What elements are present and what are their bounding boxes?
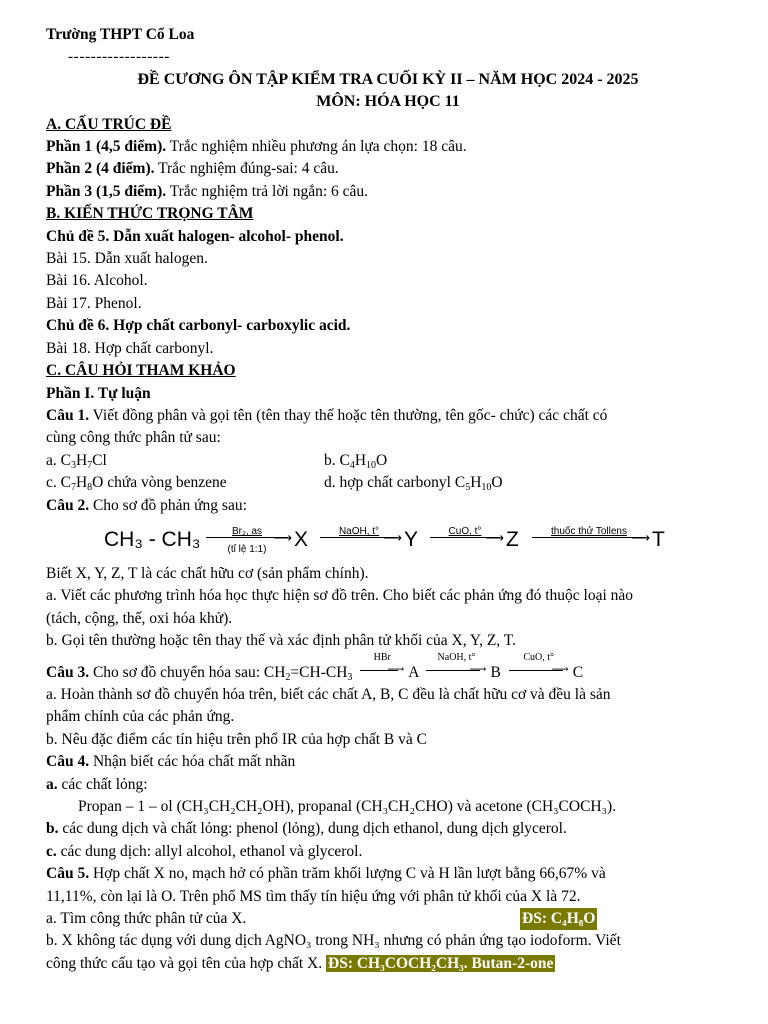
scheme-z: Z	[506, 527, 519, 551]
scheme-start: CH₃ - CH₃	[104, 527, 201, 551]
q4-part-b: b. các dung dịch và chất lỏng: phenol (lỏng), dung dịch ethanol, dung dịch glycerol.	[46, 820, 567, 838]
part-2-text: Trắc nghiệm đúng-sai: 4 câu.	[154, 160, 339, 178]
q3-c: C	[572, 663, 584, 681]
part-2	[46, 158, 730, 180]
q5-part-a-text: a. Tìm công thức phân tử của X.	[46, 910, 247, 928]
q1-option-b: b. $C_4H_{10}O$	[324, 451, 388, 471]
section-a-heading: A. CẤU TRÚC ĐỀ	[46, 115, 172, 133]
part-2-label: Phần 2 (4 điểm).	[46, 160, 155, 178]
q2-note: Biết X, Y, Z, T là các chất hữu cơ (sản phẩm chính).	[46, 564, 369, 582]
doc-title: ĐỀ CƯƠNG ÔN TẬP KIỂM TRA CUỐI KỲ II – NĂM HỌC 2024 - 2025	[137, 70, 639, 88]
q5-line2: 11,11%, còn lại là O. Trên phổ MS tìm thấy tín hiệu ứng với phân tử khối của X là 72.	[46, 887, 581, 905]
q3-part-a-1: a. Hoàn thành sơ đồ chuyển hóa trên, biết các chất A, B, C đều là chất hữu cơ và đều là sản	[46, 685, 611, 703]
arrow-3-top: CuO, t°	[448, 525, 482, 537]
scheme-x: X	[294, 527, 309, 551]
q2-part-a-1: a. Viết các phương trình hóa học thực hiện sơ đồ trên. Cho biết các phản ứng đó thuộc loại nào	[46, 587, 634, 605]
q3-b: B	[490, 663, 501, 681]
document-page	[46, 24, 730, 975]
q1-options-row1	[46, 450, 730, 472]
q4-line	[46, 751, 730, 773]
q1-line1	[46, 405, 730, 427]
topic-6: Chủ đề 6. Hợp chất carbonyl- carboxylic acid.	[46, 317, 351, 335]
q3-part-a-2: phẩm chính của các phản ứng.	[46, 708, 235, 726]
scheme-arrow-2: NaOH, t° ⟶	[320, 523, 398, 551]
lesson-15: Bài 15. Dẫn xuất halogen.	[46, 250, 208, 268]
q1-option-a: a. $C_3H_7Cl$	[46, 451, 107, 471]
q5-text1: Hợp chất X no, mạch hở có phần trăm khối lượng C và H lần lượt bằng 66,67% và	[89, 865, 606, 883]
q2-reaction-scheme	[46, 519, 730, 559]
q1-option-d: d. hợp chất carbonyl $C_5H_{10}O$	[324, 474, 503, 494]
q3-label: Câu 3.	[46, 663, 90, 681]
q5-line1	[46, 863, 730, 885]
scheme-y: Y	[404, 527, 419, 551]
q5-answer-b: ĐS: CH₃COCH₂CH₃. Butan-2-one	[328, 954, 554, 972]
arrow-4-top: thuốc thử Tollens	[550, 525, 627, 537]
q3-part-b: b. Nêu đặc điểm các tín hiệu trên phổ IR của hợp chất B và C	[46, 730, 427, 748]
q2-label: Câu 2.	[46, 496, 90, 514]
q3-arrow-3: CuO, t° ⟶	[509, 661, 569, 679]
scheme-arrow-4: thuốc thử Tollens ⟶	[532, 523, 646, 551]
part-3	[46, 181, 730, 203]
q1-option-c: c. $C_7H_8O$ chứa vòng benzene	[46, 474, 227, 494]
q4-part-c: c. các dung dịch: allyl alcohol, ethanol và glycerol.	[46, 842, 363, 860]
q4-label: Câu 4.	[46, 753, 90, 771]
arrow-1-top: Br₂, as	[232, 525, 262, 537]
part-3-text: Trắc nghiệm trả lời ngắn: 6 câu.	[166, 182, 369, 200]
q2-text: Cho sơ đồ phản ứng sau:	[89, 496, 247, 514]
part-3-label: Phần 3 (1,5 điểm).	[46, 182, 167, 200]
q3-a: A	[408, 663, 419, 681]
part-1-text: Trắc nghiệm nhiều phương án lựa chọn: 18 câu.	[166, 138, 467, 156]
scheme-arrow-1: Br₂, as ⟶ (tỉ lệ 1:1)	[206, 523, 288, 551]
scheme-t: T	[652, 527, 665, 551]
q5-part-b-2: công thức cấu tạo và gọi tên của hợp chất X. ĐS: CH₃COCH₂CH₃. Butan-2-one	[46, 954, 554, 972]
q2-part-b: b. Gọi tên thường hoặc tên thay thế và xác định phân tử khối của X, Y, Z, T.	[46, 632, 516, 650]
part-i-heading: Phần I. Tự luận	[46, 384, 151, 402]
topic-5: Chủ đề 5. Dẫn xuất halogen- alcohol- phenol.	[46, 227, 344, 245]
lesson-17: Bài 17. Phenol.	[46, 294, 142, 312]
part-1-label: Phần 1 (4,5 điểm).	[46, 138, 167, 156]
arrow-1-bottom: (tỉ lệ 1:1)	[227, 543, 267, 555]
q4-part-a-detail: Propan – 1 – ol (CH₃CH₂CH₂OH), propanal (CH₃CH₂CHO) và acetone (CH₃COCH₃).	[78, 798, 617, 815]
q1-text1: Viết đồng phân và gọi tên (tên thay thế hoặc tên thường, tên gốc- chức) các chất có	[89, 406, 608, 424]
subject-title: MÔN: HÓA HỌC 11	[316, 93, 460, 111]
arrow-2-top: NaOH, t°	[338, 525, 380, 537]
q1-options-row2	[46, 472, 730, 494]
q2-line	[46, 495, 730, 517]
q5-label: Câu 5.	[46, 865, 90, 883]
q4-text: Nhận biết các hóa chất mất nhãn	[89, 753, 296, 771]
school-name: Trường THPT Cổ Loa	[46, 26, 195, 43]
section-b-heading: B. KIẾN THỨC TRỌNG TÂM	[46, 205, 254, 223]
scheme-arrow-3: CuO, t° ⟶	[430, 523, 500, 551]
part-1	[46, 136, 730, 158]
divider: ------------------	[68, 48, 170, 66]
q1-line2: cùng công thức phân tử sau:	[46, 429, 221, 447]
q2-part-a-2: (tách, cộng, thế, oxi hóa khử).	[46, 609, 233, 627]
q3-line: Câu 3. Cho sơ đồ chuyển hóa sau: $CH_2=CH-CH_3$ HBr ⟶ A NaOH, t° ⟶ B CuO, t° ⟶ C	[46, 651, 584, 683]
q5-answer-a: ĐS: C₄H₈O	[520, 908, 597, 930]
section-c-heading: C. CÂU HỎI THAM KHẢO	[46, 362, 236, 380]
q4-part-a: a. các chất lỏng:	[46, 775, 148, 793]
q3-arrow-2: NaOH, t° ⟶	[426, 661, 486, 679]
q1-label: Câu 1.	[46, 406, 90, 424]
lesson-18: Bài 18. Hợp chất carbonyl.	[46, 339, 214, 357]
q3-arrow-1: HBr ⟶	[360, 661, 404, 679]
lesson-16: Bài 16. Alcohol.	[46, 272, 148, 290]
q5-part-b-1: b. X không tác dụng với dung dịch AgNO₃ trong NH₃ nhưng có phản ứng tạo iodoform. Viết	[46, 932, 621, 950]
q5-part-a	[46, 908, 730, 930]
